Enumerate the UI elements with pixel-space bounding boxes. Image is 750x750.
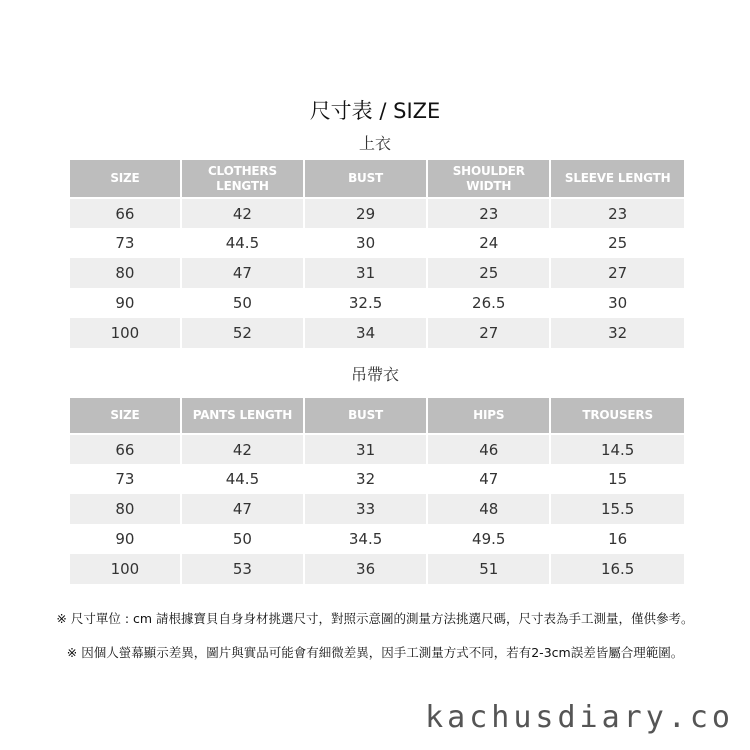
table-cell: 31 [304,434,427,464]
table-cell: 26.5 [427,288,550,318]
table-row [70,554,684,584]
table-cell: 27 [427,318,550,348]
table-cell: 53 [181,554,304,584]
table-cell: 16 [550,524,684,554]
table-cell: 27 [550,258,684,288]
table-cell: 50 [181,524,304,554]
tops-header-cell: CLOTHERS LENGTH [181,160,304,198]
table-cell: 42 [181,434,304,464]
tops-header-row [70,160,684,198]
table-row [70,494,684,524]
camisole-header-cell: TROUSERS [550,398,684,434]
tops-header-cell: BUST [304,160,427,198]
page-title: 尺寸表 / SIZE [309,99,441,123]
table-cell: 80 [70,494,181,524]
table-cell: 90 [70,524,181,554]
table-cell: 47 [427,464,550,494]
table-cell: 47 [181,494,304,524]
tops-subtitle: 上衣 [358,134,391,153]
camisole-header-cell: BUST [304,398,427,434]
table-cell: 49.5 [427,524,550,554]
table-cell: 29 [304,198,427,228]
camisole-header-row [70,398,684,434]
table-row [70,524,684,554]
table-cell: 14.5 [550,434,684,464]
table-cell: 100 [70,554,181,584]
table-cell: 100 [70,318,181,348]
table-cell: 23 [427,198,550,228]
camisole-size-table [70,398,684,584]
watermark: kachusdiary.co [425,700,734,735]
table-cell: 23 [550,198,684,228]
table-cell: 32 [304,464,427,494]
table-cell: 34.5 [304,524,427,554]
table-cell: 73 [70,464,181,494]
table-row [70,464,684,494]
camisole-header-cell: SIZE [70,398,181,434]
tops-header-cell: SIZE [70,160,181,198]
table-cell: 52 [181,318,304,348]
table-cell: 15.5 [550,494,684,524]
table-cell: 24 [427,228,550,258]
table-cell: 46 [427,434,550,464]
table-cell: 51 [427,554,550,584]
table-cell: 16.5 [550,554,684,584]
table-cell: 73 [70,228,181,258]
table-cell: 15 [550,464,684,494]
table-cell: 80 [70,258,181,288]
table-cell: 42 [181,198,304,228]
table-cell: 66 [70,198,181,228]
table-row [70,434,684,464]
tops-header-cell: SLEEVE LENGTH [550,160,684,198]
camisole-header-cell: PANTS LENGTH [181,398,304,434]
camisole-header-cell: HIPS [427,398,550,434]
table-row [70,318,684,348]
table-cell: 30 [304,228,427,258]
table-cell: 50 [181,288,304,318]
table-cell: 48 [427,494,550,524]
table-row [70,258,684,288]
table-cell: 31 [304,258,427,288]
table-cell: 34 [304,318,427,348]
size-unit-note: ※ 尺寸單位 : cm 請根據寶貝自身身材挑選尺寸，對照示意圖的測量方法挑選尺碼，尺寸表為手工測量，僅供參考。 [56,611,694,626]
table-cell: 44.5 [181,464,304,494]
table-row [70,288,684,318]
tops-header-cell: SHOULDER WIDTH [427,160,550,198]
table-cell: 47 [181,258,304,288]
table-row [70,228,684,258]
table-cell: 32.5 [304,288,427,318]
table-cell: 36 [304,554,427,584]
table-row [70,198,684,228]
camisole-subtitle: 吊帶衣 [350,365,399,384]
table-cell: 32 [550,318,684,348]
table-cell: 33 [304,494,427,524]
table-cell: 25 [427,258,550,288]
table-cell: 25 [550,228,684,258]
table-cell: 44.5 [181,228,304,258]
table-cell: 30 [550,288,684,318]
table-cell: 90 [70,288,181,318]
table-cell: 66 [70,434,181,464]
display-difference-note: ※ 因個人螢幕顯示差異，圖片與實品可能會有細微差異，因手工測量方式不同，若有2-3cm誤差皆屬合理範圍。 [66,645,684,660]
tops-size-table [70,160,684,348]
